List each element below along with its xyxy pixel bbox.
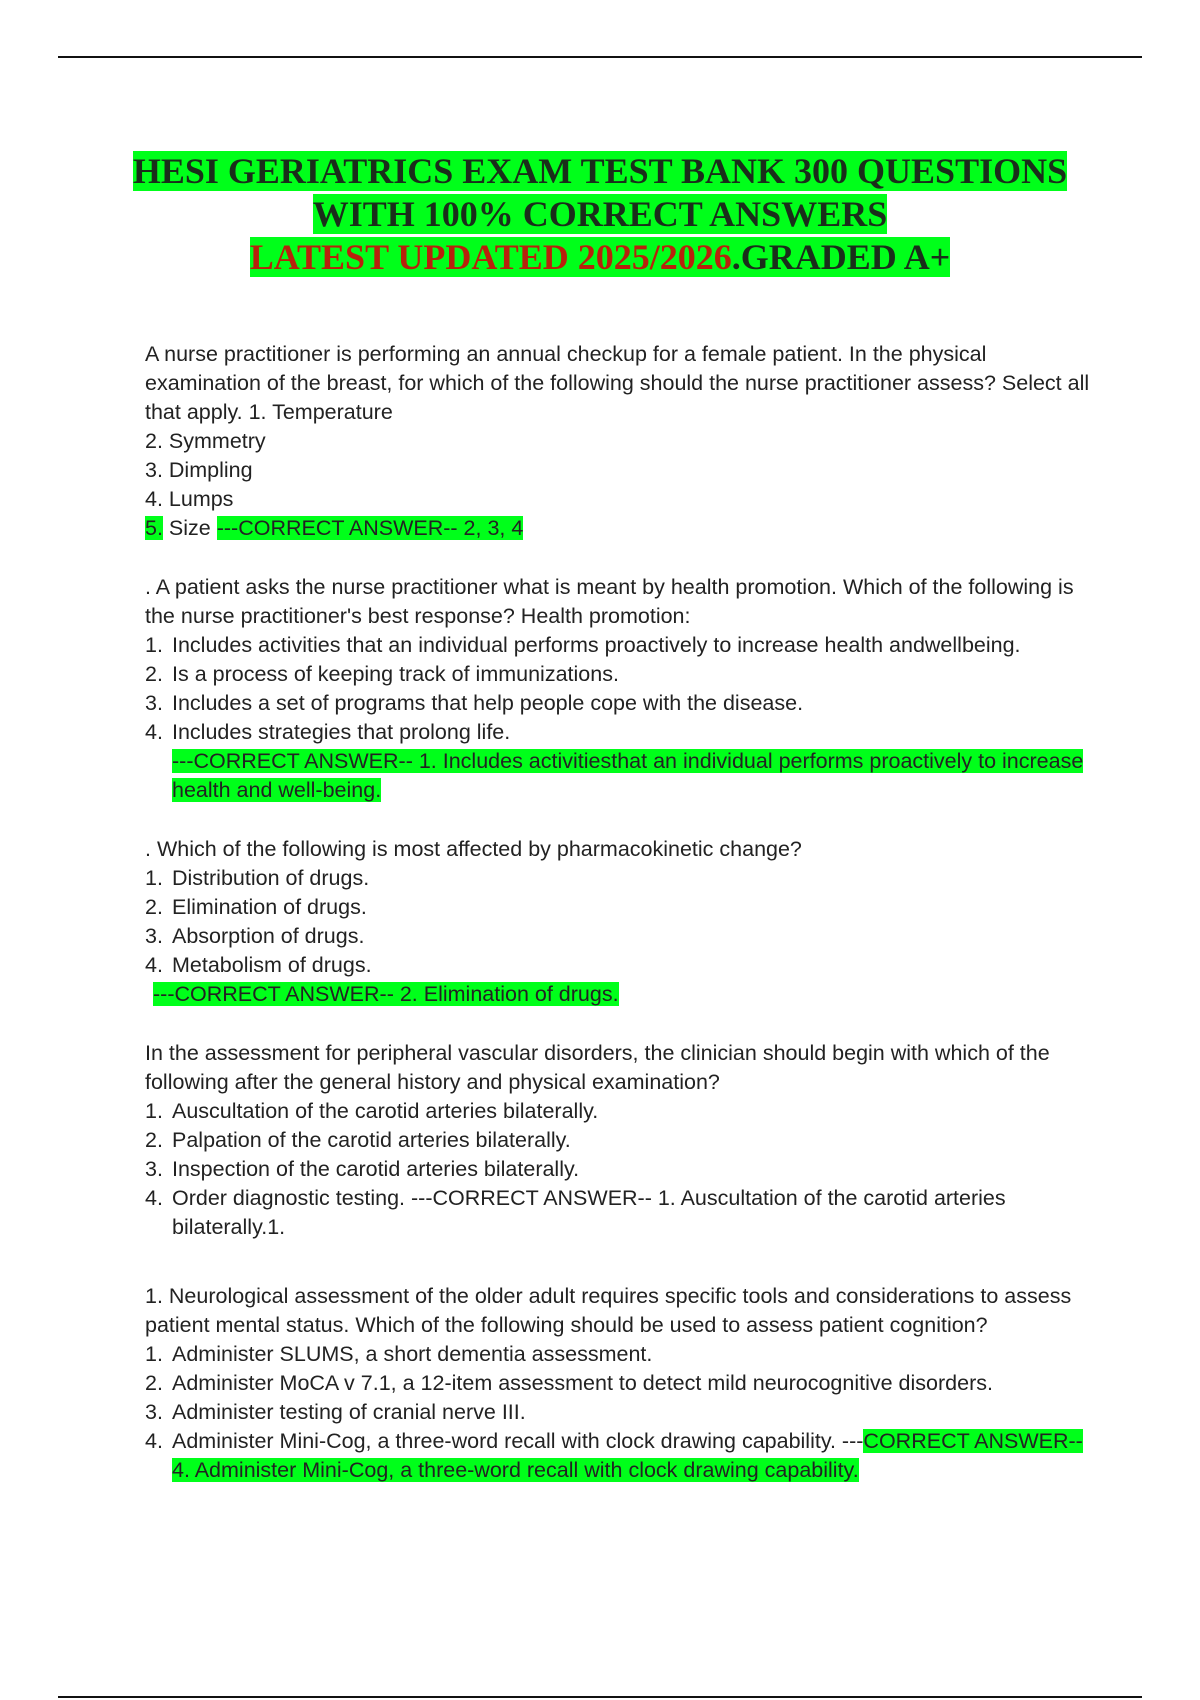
question-1-answer: ---CORRECT ANSWER-- 2, 3, 4 [216,516,524,540]
question-5-answer: CORRECT ANSWER-- 4. Administer Mini-Cog, a three-word recall with clock drawing capability. [172,1429,1083,1482]
question-5-option-3: 3. Administer testing of cranial nerve III. [145,1400,526,1424]
question-list [145,340,1095,1515]
question-1-option-5-num: 5. [145,516,163,540]
question-3 [145,835,1095,1009]
question-4-option-4: 4. Order diagnostic testing. ---CORRECT ANSWER-- 1. Auscultation of the carotid arteries bilaterally.1. [145,1186,1006,1239]
bottom-rule [58,1696,1142,1698]
question-1-option-2: 2. Symmetry [145,429,266,453]
document-title [0,150,1200,279]
question-5 [145,1282,1095,1485]
question-5-option-1: 1. Administer SLUMS, a short dementia assessment. [145,1342,653,1366]
question-4-option-1: 1. Auscultation of the carotid arteries bilaterally. [145,1099,599,1123]
question-3-option-4: 4. Metabolism of drugs. [145,953,372,977]
title-line-3-red: LATEST UPDATED 2025/2026 [249,237,732,277]
question-3-answer: ---CORRECT ANSWER-- 2. Elimination of drugs. [153,982,619,1006]
question-1-stem-a: A nurse practitioner is performing an annual checkup for a female patient. In the physical [145,342,987,366]
top-rule [58,56,1142,58]
question-4 [145,1039,1095,1252]
question-1-option-5-text: Size [162,516,217,540]
question-4-options [145,1097,1095,1242]
question-3-option-1: 1. Distribution of drugs. [145,866,370,890]
title-line-3-rest: .GRADED A+ [731,237,951,277]
question-5-stem: 1. Neurological assessment of the older adult requires specific tools and considerations to assess patient mental status. Which of the following should be used to assess patient cognition? [145,1284,1072,1337]
question-2-stem: . A patient asks the nurse practitioner what is meant by health promotion. Which of the following is the nurse practitioner's best response? Health promotion: [145,575,1074,628]
question-2-options [145,631,1095,747]
question-5-option-2: 2. Administer MoCA v 7.1, a 12-item assessment to detect mild neurocognitive disorders. [145,1371,993,1395]
question-2-option-4: 4. Includes strategies that prolong life. [145,720,511,744]
question-2-answer: ---CORRECT ANSWER-- 1. Includes activitiesthat an individual performs proactively to increase health and well-being. [172,749,1084,802]
title-line-2: WITH 100% CORRECT ANSWERS [312,194,888,234]
question-4-stem: In the assessment for peripheral vascular disorders, the clinician should begin with which of the following after the general history and physical examination? [145,1041,1050,1094]
title-line-1: HESI GERIATRICS EXAM TEST BANK 300 QUESTIONS [132,151,1068,191]
question-4-option-2: 2. Palpation of the carotid arteries bilaterally. [145,1128,571,1152]
question-1-option-4: 4. Lumps [145,487,234,511]
question-1 [145,340,1095,543]
question-5-option-4: 4. Administer Mini-Cog, a three-word recall with clock drawing capability. ---CORRECT ANSWER-- 4. Administer Mini-Cog, a three-word recall with clock drawing capability. [145,1429,1083,1482]
question-5-options [145,1340,1095,1485]
question-1-option-3: 3. Dimpling [145,458,253,482]
question-2-option-1: 1. Includes activities that an individual performs proactively to increase health andwellbeing. [145,633,1021,657]
question-1-stem-b: examination of the breast, for which of the following should the nurse practitioner assess? Select all that apply. 1. Temperature [145,371,1090,424]
question-3-stem: . Which of the following is most affected by pharmacokinetic change? [145,837,802,861]
question-2-option-2: 2. Is a process of keeping track of immunizations. [145,662,619,686]
question-2 [145,573,1095,805]
question-4-option-3: 3. Inspection of the carotid arteries bilaterally. [145,1157,580,1181]
question-2-option-3: 3. Includes a set of programs that help people cope with the disease. [145,691,804,715]
question-3-options [145,864,1095,980]
question-1-option-5 [145,514,1095,543]
question-3-option-3: 3. Absorption of drugs. [145,924,365,948]
question-5-option-4-text: Administer Mini-Cog, a three-word recall with clock drawing capability. --- [172,1429,864,1453]
question-3-option-2: 2. Elimination of drugs. [145,895,367,919]
